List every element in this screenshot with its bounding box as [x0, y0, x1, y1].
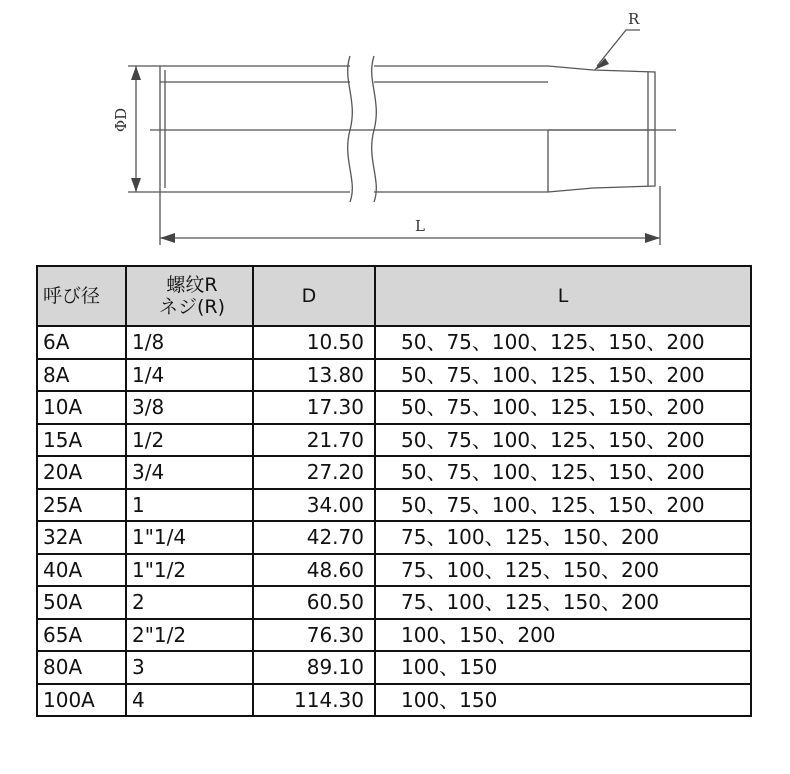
- cell-size: 10A: [37, 391, 126, 424]
- cell-d: 21.70: [253, 424, 375, 457]
- cell-size: 65A: [37, 619, 126, 652]
- dim-d-arrow-top: [131, 66, 141, 80]
- cell-thread: 1: [126, 489, 253, 522]
- table-row: [37, 521, 751, 554]
- table-row: [37, 391, 751, 424]
- cell-thread: 4: [126, 684, 253, 717]
- dim-l-arrow-left: [160, 233, 175, 243]
- cell-thread: 2"1/2: [126, 619, 253, 652]
- cell-l: 50、75、100、125、150、200: [375, 391, 751, 424]
- cell-size: 15A: [37, 424, 126, 457]
- dim-l-arrow-right: [645, 233, 660, 243]
- pipe-nipple-drawing: [0, 0, 790, 262]
- cell-size: 25A: [37, 489, 126, 522]
- table-row: [37, 684, 751, 717]
- cell-d: 34.00: [253, 489, 375, 522]
- cell-d: 10.50: [253, 326, 375, 359]
- cell-size: 40A: [37, 554, 126, 587]
- cell-thread: 3/8: [126, 391, 253, 424]
- cell-l: 50、75、100、125、150、200: [375, 456, 751, 489]
- table-row: [37, 359, 751, 392]
- cell-l: 100、150: [375, 684, 751, 717]
- cell-d: 60.50: [253, 586, 375, 619]
- break-mark-right: [372, 56, 377, 202]
- pipe-diagram-svg: [0, 0, 790, 262]
- cell-thread: 3: [126, 651, 253, 684]
- spec-table: [36, 265, 752, 717]
- cell-l: 50、75、100、125、150、200: [375, 326, 751, 359]
- pipe-outline-right: [374, 66, 655, 192]
- cell-size: 6A: [37, 326, 126, 359]
- dim-l-label: L: [415, 217, 425, 235]
- cell-size: 50A: [37, 586, 126, 619]
- cell-d: 48.60: [253, 554, 375, 587]
- cell-l: 75、100、125、150、200: [375, 554, 751, 587]
- header-thread-line2: ネジ(R): [158, 296, 226, 318]
- table-row: [37, 489, 751, 522]
- cell-thread: 1"1/2: [126, 554, 253, 587]
- cell-l: 75、100、125、150、200: [375, 521, 751, 554]
- table-row: [37, 424, 751, 457]
- cell-thread: 3/4: [126, 456, 253, 489]
- dim-d-arrow-bottom: [131, 178, 141, 192]
- header-l: L: [375, 266, 751, 326]
- table-row: [37, 586, 751, 619]
- cell-d: 114.30: [253, 684, 375, 717]
- cell-d: 17.30: [253, 391, 375, 424]
- table-header-row: [37, 266, 751, 326]
- table-row: [37, 554, 751, 587]
- cell-thread: 1/2: [126, 424, 253, 457]
- cell-thread: 1/8: [126, 326, 253, 359]
- table-row: [37, 326, 751, 359]
- header-d: D: [253, 266, 375, 326]
- cell-l: 100、150: [375, 651, 751, 684]
- r-thread-label: R: [628, 10, 640, 28]
- cell-l: 100、150、200: [375, 619, 751, 652]
- cell-d: 42.70: [253, 521, 375, 554]
- table-row: [37, 619, 751, 652]
- cell-l: 75、100、125、150、200: [375, 586, 751, 619]
- cell-thread: 2: [126, 586, 253, 619]
- cell-d: 27.20: [253, 456, 375, 489]
- cell-size: 8A: [37, 359, 126, 392]
- cell-l: 50、75、100、125、150、200: [375, 489, 751, 522]
- cell-d: 13.80: [253, 359, 375, 392]
- cell-d: 89.10: [253, 651, 375, 684]
- cell-l: 50、75、100、125、150、200: [375, 424, 751, 457]
- cell-size: 20A: [37, 456, 126, 489]
- cell-d: 76.30: [253, 619, 375, 652]
- cell-size: 32A: [37, 521, 126, 554]
- cell-thread: 1/4: [126, 359, 253, 392]
- header-thread-line1: 螺纹R: [166, 274, 218, 296]
- break-mark-left: [348, 56, 353, 202]
- cell-l: 50、75、100、125、150、200: [375, 359, 751, 392]
- table-row: [37, 456, 751, 489]
- header-thread: [126, 266, 253, 326]
- dim-d-label: ΦD: [112, 107, 130, 133]
- cell-size: 100A: [37, 684, 126, 717]
- table-row: [37, 651, 751, 684]
- pipe-outline-left: [160, 66, 350, 192]
- cell-thread: 1"1/4: [126, 521, 253, 554]
- cell-size: 80A: [37, 651, 126, 684]
- header-size: 呼び径: [37, 266, 126, 326]
